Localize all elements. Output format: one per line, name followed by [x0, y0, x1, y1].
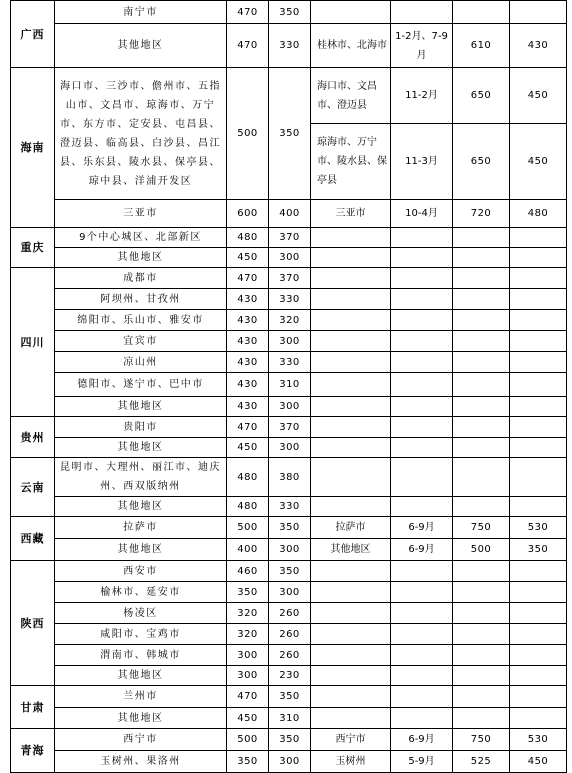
- standard-price-cell: 350: [227, 751, 269, 773]
- empty-cell: [510, 686, 567, 708]
- empty-cell: [391, 603, 453, 624]
- standard-price-cell: 300: [269, 438, 311, 458]
- empty-cell: [453, 458, 510, 497]
- table-row: [11, 1, 567, 24]
- empty-cell: [391, 289, 453, 310]
- standard-price-cell: 300: [269, 331, 311, 352]
- standard-price-cell: 500: [227, 68, 269, 200]
- peak-months-cell: 10-4月: [391, 200, 453, 228]
- standard-price-cell: 330: [269, 352, 311, 373]
- empty-cell: [453, 289, 510, 310]
- peak-months-cell: 1-2月、7-9月: [391, 24, 453, 68]
- table-row: [11, 497, 567, 517]
- empty-cell: [453, 417, 510, 438]
- standard-price-cell: 300: [227, 645, 269, 666]
- lodging-standards-table-container: [10, 0, 566, 773]
- standard-price-cell: 430: [227, 352, 269, 373]
- standard-price-cell: 500: [227, 517, 269, 539]
- peak-price-cell: 450: [510, 68, 567, 124]
- province-cell: 西藏: [11, 517, 55, 561]
- empty-cell: [391, 624, 453, 645]
- province-cell: 四川: [11, 268, 55, 417]
- area-cell: 阿坝州、甘孜州: [55, 289, 227, 310]
- table-row: [11, 331, 567, 352]
- table-row: [11, 373, 567, 397]
- area-cell: 绵阳市、乐山市、雅安市: [55, 310, 227, 331]
- table-row: [11, 729, 567, 751]
- table-row: [11, 310, 567, 331]
- empty-cell: [391, 268, 453, 289]
- empty-cell: [510, 603, 567, 624]
- table-row: [11, 352, 567, 373]
- empty-cell: [453, 228, 510, 248]
- table-row: [11, 666, 567, 686]
- area-cell: 玉树州、果洛州: [55, 751, 227, 773]
- standard-price-cell: 430: [227, 373, 269, 397]
- empty-cell: [510, 397, 567, 417]
- empty-cell: [510, 289, 567, 310]
- standard-price-cell: 430: [227, 331, 269, 352]
- standard-price-cell: 310: [269, 708, 311, 729]
- table-row: [11, 645, 567, 666]
- area-cell: 南宁市: [55, 1, 227, 24]
- table-row: [11, 397, 567, 417]
- standard-price-cell: 480: [227, 497, 269, 517]
- standard-price-cell: 310: [269, 373, 311, 397]
- empty-cell: [510, 561, 567, 582]
- peak-months-cell: 5-9月: [391, 751, 453, 773]
- table-row: [11, 624, 567, 645]
- standard-price-cell: 350: [269, 1, 311, 24]
- standard-price-cell: 450: [227, 438, 269, 458]
- empty-cell: [453, 561, 510, 582]
- province-cell: 云南: [11, 458, 55, 517]
- empty-cell: [510, 310, 567, 331]
- peak-price-cell: 480: [510, 200, 567, 228]
- peak-price-cell: 350: [510, 539, 567, 561]
- peak-price-cell: 530: [510, 517, 567, 539]
- empty-cell: [453, 624, 510, 645]
- standard-price-cell: 500: [227, 729, 269, 751]
- empty-cell: [453, 645, 510, 666]
- empty-cell: [311, 497, 391, 517]
- empty-cell: [453, 582, 510, 603]
- empty-cell: [311, 645, 391, 666]
- empty-cell: [311, 248, 391, 268]
- standard-price-cell: 300: [269, 539, 311, 561]
- standard-price-cell: 300: [269, 582, 311, 603]
- empty-cell: [510, 373, 567, 397]
- area-cell: 其他地区: [55, 539, 227, 561]
- standard-price-cell: 320: [269, 310, 311, 331]
- standard-price-cell: 260: [269, 624, 311, 645]
- area-cell: 渭南市、韩城市: [55, 645, 227, 666]
- area-cell: 其他地区: [55, 397, 227, 417]
- empty-cell: [391, 228, 453, 248]
- table-row: [11, 686, 567, 708]
- empty-cell: [391, 666, 453, 686]
- standard-price-cell: 370: [269, 228, 311, 248]
- area-cell: 西宁市: [55, 729, 227, 751]
- area-cell: 咸阳市、宝鸡市: [55, 624, 227, 645]
- empty-cell: [453, 666, 510, 686]
- empty-cell: [391, 352, 453, 373]
- empty-cell: [311, 708, 391, 729]
- empty-cell: [311, 438, 391, 458]
- empty-cell: [311, 624, 391, 645]
- empty-cell: [391, 582, 453, 603]
- standard-price-cell: 430: [227, 289, 269, 310]
- empty-cell: [311, 310, 391, 331]
- empty-cell: [311, 417, 391, 438]
- standard-price-cell: 370: [269, 417, 311, 438]
- province-cell: 重庆: [11, 228, 55, 268]
- province-cell: 海南: [11, 68, 55, 228]
- peak-months-cell: 11-3月: [391, 124, 453, 200]
- peak-months-cell: 6-9月: [391, 539, 453, 561]
- empty-cell: [311, 686, 391, 708]
- table-row: [11, 708, 567, 729]
- empty-cell: [311, 666, 391, 686]
- empty-cell: [311, 373, 391, 397]
- table-row: [11, 438, 567, 458]
- empty-cell: [453, 438, 510, 458]
- peak-area-cell: 海口市、文昌市、澄迈县: [311, 68, 391, 124]
- standard-price-cell: 400: [269, 200, 311, 228]
- empty-cell: [510, 438, 567, 458]
- peak-price-cell: 525: [453, 751, 510, 773]
- standard-price-cell: 320: [227, 603, 269, 624]
- peak-area-cell: 拉萨市: [311, 517, 391, 539]
- peak-price-cell: 450: [510, 124, 567, 200]
- peak-area-cell: 玉树州: [311, 751, 391, 773]
- empty-cell: [311, 397, 391, 417]
- area-cell: 宜宾市: [55, 331, 227, 352]
- table-row: [11, 200, 567, 228]
- empty-cell: [510, 708, 567, 729]
- empty-cell: [510, 331, 567, 352]
- empty-cell: [311, 331, 391, 352]
- empty-cell: [391, 708, 453, 729]
- peak-months-cell: 6-9月: [391, 517, 453, 539]
- province-cell: 广西: [11, 1, 55, 68]
- peak-price-cell: 500: [453, 539, 510, 561]
- peak-price-cell: 530: [510, 729, 567, 751]
- area-cell: 其他地区: [55, 666, 227, 686]
- empty-cell: [311, 228, 391, 248]
- empty-cell: [391, 458, 453, 497]
- empty-cell: [510, 352, 567, 373]
- standard-price-cell: 480: [227, 228, 269, 248]
- province-cell: 青海: [11, 729, 55, 773]
- empty-cell: [391, 397, 453, 417]
- empty-cell: [311, 289, 391, 310]
- standard-price-cell: 400: [227, 539, 269, 561]
- table-row: [11, 289, 567, 310]
- empty-cell: [391, 561, 453, 582]
- standard-price-cell: 470: [227, 268, 269, 289]
- area-cell: 其他地区: [55, 708, 227, 729]
- empty-cell: [453, 331, 510, 352]
- empty-cell: [510, 268, 567, 289]
- standard-price-cell: 380: [269, 458, 311, 497]
- empty-cell: [391, 645, 453, 666]
- area-cell: 拉萨市: [55, 517, 227, 539]
- empty-cell: [453, 248, 510, 268]
- empty-cell: [510, 666, 567, 686]
- table-row: [11, 539, 567, 561]
- standard-price-cell: 330: [269, 497, 311, 517]
- empty-cell: [453, 603, 510, 624]
- area-cell: 贵阳市: [55, 417, 227, 438]
- standard-price-cell: 460: [227, 561, 269, 582]
- standard-price-cell: 350: [269, 68, 311, 200]
- empty-cell: [453, 268, 510, 289]
- empty-cell: [311, 352, 391, 373]
- area-cell: 其他地区: [55, 248, 227, 268]
- standard-price-cell: 350: [227, 582, 269, 603]
- standard-price-cell: 450: [227, 248, 269, 268]
- area-cell: 成都市: [55, 268, 227, 289]
- table-row: [11, 751, 567, 773]
- standard-price-cell: 350: [269, 517, 311, 539]
- empty-cell: [510, 497, 567, 517]
- empty-cell: [311, 268, 391, 289]
- standard-price-cell: 480: [227, 458, 269, 497]
- empty-cell: [391, 248, 453, 268]
- area-cell: 杨凌区: [55, 603, 227, 624]
- table-row: [11, 248, 567, 268]
- standard-price-cell: 300: [227, 666, 269, 686]
- table-row: [11, 417, 567, 438]
- lodging-standards-table: [10, 0, 567, 773]
- standard-price-cell: 300: [269, 397, 311, 417]
- peak-price-cell: 650: [453, 124, 510, 200]
- standard-price-cell: 430: [227, 310, 269, 331]
- peak-area-cell: 西宁市: [311, 729, 391, 751]
- peak-months-cell: 11-2月: [391, 68, 453, 124]
- table-row: [11, 458, 567, 497]
- standard-price-cell: 230: [269, 666, 311, 686]
- empty-cell: [311, 603, 391, 624]
- standard-price-cell: 470: [227, 417, 269, 438]
- table-row: [11, 228, 567, 248]
- peak-price-cell: [510, 1, 567, 24]
- area-cell: 其他地区: [55, 24, 227, 68]
- standard-price-cell: 330: [269, 24, 311, 68]
- empty-cell: [391, 417, 453, 438]
- area-cell: 榆林市、延安市: [55, 582, 227, 603]
- table-row: [11, 603, 567, 624]
- empty-cell: [453, 397, 510, 417]
- peak-price-cell: 720: [453, 200, 510, 228]
- empty-cell: [311, 458, 391, 497]
- table-row: [11, 582, 567, 603]
- standard-price-cell: 350: [269, 686, 311, 708]
- table-row: [11, 517, 567, 539]
- province-cell: 甘肃: [11, 686, 55, 729]
- empty-cell: [453, 686, 510, 708]
- peak-area-cell: 琼海市、万宁市、陵水县、保亭县: [311, 124, 391, 200]
- standard-price-cell: 300: [269, 248, 311, 268]
- peak-price-cell: 430: [510, 24, 567, 68]
- empty-cell: [391, 497, 453, 517]
- empty-cell: [453, 708, 510, 729]
- empty-cell: [510, 248, 567, 268]
- area-cell: 其他地区: [55, 497, 227, 517]
- empty-cell: [391, 310, 453, 331]
- empty-cell: [311, 561, 391, 582]
- empty-cell: [391, 373, 453, 397]
- empty-cell: [391, 331, 453, 352]
- empty-cell: [311, 582, 391, 603]
- area-cell: 西安市: [55, 561, 227, 582]
- standard-price-cell: 600: [227, 200, 269, 228]
- peak-months-cell: [391, 1, 453, 24]
- table-row: [11, 561, 567, 582]
- peak-price-cell: 750: [453, 517, 510, 539]
- area-cell: 兰州市: [55, 686, 227, 708]
- area-cell: 昆明市、大理州、丽江市、迪庆州、西双版纳州: [55, 458, 227, 497]
- peak-area-cell: 三亚市: [311, 200, 391, 228]
- standard-price-cell: 450: [227, 708, 269, 729]
- area-cell: 其他地区: [55, 438, 227, 458]
- peak-price-cell: 610: [453, 24, 510, 68]
- peak-price-cell: 650: [453, 68, 510, 124]
- province-cell: 贵州: [11, 417, 55, 458]
- empty-cell: [510, 458, 567, 497]
- peak-price-cell: [453, 1, 510, 24]
- empty-cell: [453, 352, 510, 373]
- peak-area-cell: 桂林市、北海市: [311, 24, 391, 68]
- area-cell: 德阳市、遂宁市、巴中市: [55, 373, 227, 397]
- area-cell: 凉山州: [55, 352, 227, 373]
- peak-price-cell: 450: [510, 751, 567, 773]
- empty-cell: [510, 228, 567, 248]
- standard-price-cell: 330: [269, 289, 311, 310]
- area-cell: 9个中心城区、北部新区: [55, 228, 227, 248]
- peak-area-cell: [311, 1, 391, 24]
- standard-price-cell: 320: [227, 624, 269, 645]
- standard-price-cell: 350: [269, 729, 311, 751]
- peak-price-cell: 750: [453, 729, 510, 751]
- table-row: [11, 268, 567, 289]
- standard-price-cell: 260: [269, 645, 311, 666]
- province-cell: 陕西: [11, 561, 55, 686]
- empty-cell: [510, 417, 567, 438]
- empty-cell: [453, 497, 510, 517]
- standard-price-cell: 470: [227, 686, 269, 708]
- standard-price-cell: 370: [269, 268, 311, 289]
- standard-price-cell: 470: [227, 24, 269, 68]
- standard-price-cell: 470: [227, 1, 269, 24]
- peak-area-cell: 其他地区: [311, 539, 391, 561]
- area-cell: 海口市、三沙市、儋州市、五指山市、文昌市、琼海市、万宁市、东方市、定安县、屯昌县、澄迈县、临高县、白沙县、昌江县、乐东县、陵水县、保亭县、琼中县、洋浦开发区: [55, 68, 227, 200]
- area-cell: 三亚市: [55, 200, 227, 228]
- standard-price-cell: 300: [269, 751, 311, 773]
- empty-cell: [391, 438, 453, 458]
- empty-cell: [453, 310, 510, 331]
- table-row: [11, 24, 567, 68]
- peak-months-cell: 6-9月: [391, 729, 453, 751]
- empty-cell: [453, 373, 510, 397]
- empty-cell: [391, 686, 453, 708]
- standard-price-cell: 260: [269, 603, 311, 624]
- empty-cell: [510, 624, 567, 645]
- standard-price-cell: 430: [227, 397, 269, 417]
- standard-price-cell: 350: [269, 561, 311, 582]
- table-row: [11, 68, 567, 124]
- empty-cell: [510, 582, 567, 603]
- empty-cell: [510, 645, 567, 666]
